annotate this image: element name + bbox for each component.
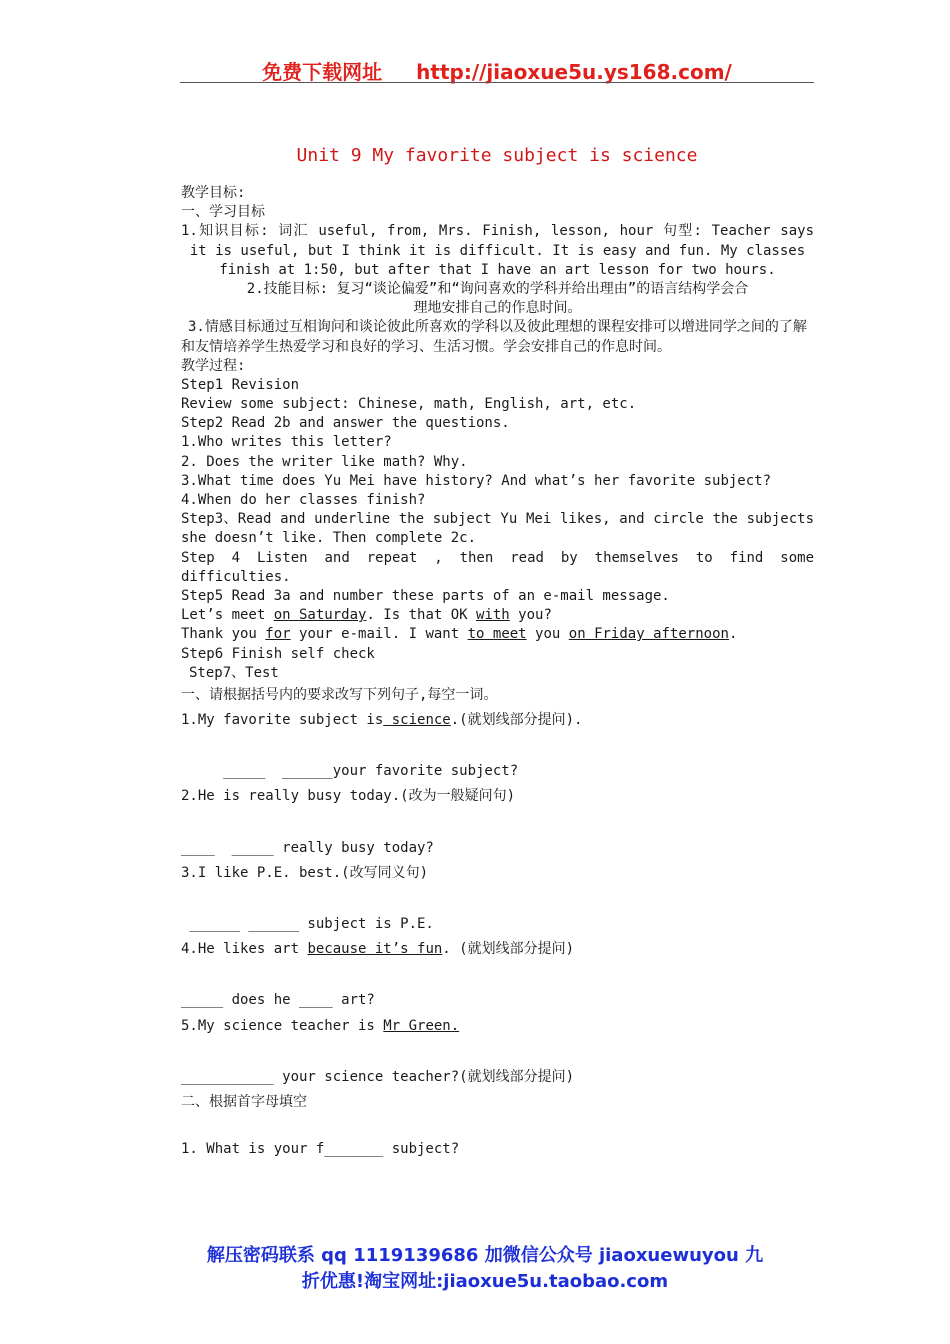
test-section-1-heading: 一、请根据括号内的要求改写下列句子,每空一词。 <box>181 686 498 703</box>
underlined-text: science <box>383 712 451 729</box>
objective-1-line-c: finish at 1:50, but after that I have an art lesson for two hours. <box>219 261 776 278</box>
step-5: Step5 Read 3a and number these parts of an e-mail message. <box>181 587 670 604</box>
text: your e-mail. I want <box>290 626 468 643</box>
footer-line-1: 解压密码联系 qq 1119139686 加微信公众号 jiaoxuewuyou 九 <box>206 1245 764 1266</box>
footer-line-2: 折优惠!淘宝网址:jiaoxue5u.taobao.com <box>301 1271 669 1292</box>
text: Let’s meet <box>181 607 274 624</box>
underlined-text: Mr Green. <box>383 1017 460 1034</box>
text: 4.He likes art <box>181 941 308 958</box>
step-4-line-a: Step 4 Listen and repeat , then read by themselves to find some <box>181 549 814 566</box>
test-item-1 <box>181 711 814 730</box>
process-heading: 教学过程: <box>181 357 246 374</box>
test-answer-1: _____ ______your favorite subject? <box>181 763 519 780</box>
step-2: Step2 Read 2b and answer the questions. <box>181 415 510 432</box>
text: Thank you <box>181 626 266 643</box>
text: . (就划线部分提问) <box>442 941 575 958</box>
text: . <box>728 626 738 643</box>
objective-3: 3.情感目标通过互相询问和谈论彼此所喜欢的学科以及彼此理想的课程安排可以增进同学之间的了解和友情培养学生热爱学习和良好的学习、生活习惯。学会安排自己的作息时间。 <box>181 319 807 355</box>
text: .(就划线部分提问). <box>450 712 583 729</box>
test-answer-2: ____ _____ really busy today? <box>181 839 434 856</box>
step-6: Step6 Finish self check <box>181 645 375 662</box>
test-answer-4: _____ does he ____ art? <box>181 992 375 1009</box>
underlined-text: on Saturday <box>273 607 367 624</box>
page-footer <box>180 1243 790 1295</box>
underlined-text: on Friday afternoon <box>568 626 729 643</box>
objective-1-line-b: it is useful, but I think it is difficult. It is easy and fun. My classes <box>189 242 806 259</box>
header-url[interactable]: http://jiaoxue5u.ys168.com/ <box>416 60 732 84</box>
test-item-4 <box>181 940 814 959</box>
test-answer-3: ______ ______ subject is P.E. <box>181 916 434 933</box>
header-divider <box>180 82 814 83</box>
text: 1.My favorite subject is <box>181 712 384 729</box>
underlined-text: to meet <box>467 626 527 643</box>
header-label: 免费下载网址 <box>262 60 383 84</box>
test-item-2: 2.He is really busy today.(改为一般疑问句) <box>181 788 516 805</box>
underlined-text: for <box>265 626 291 643</box>
test-answer-5: ___________ your science teacher?(就划线部分提问) <box>181 1068 575 1085</box>
email-sentence-2 <box>181 625 814 644</box>
email-sentence-1 <box>181 606 814 625</box>
text: you <box>526 626 569 643</box>
fill-blank-1: 1. What is your f_______ subject? <box>181 1141 460 1158</box>
document-title: Unit 9 My favorite subject is science <box>296 145 698 166</box>
underlined-text: because it’s fun <box>307 941 443 958</box>
objective-2-line-b: 理地安排自己的作息时间。 <box>413 300 582 317</box>
test-section-2-heading: 二、根据首字母填空 <box>181 1093 307 1110</box>
underlined-text: with <box>476 607 510 624</box>
page-header <box>180 56 814 85</box>
step-1-detail: Review some subject: Chinese, math, English, art, etc. <box>181 396 637 413</box>
text: 5.My science teacher is <box>181 1017 384 1034</box>
test-item-5 <box>181 1017 814 1036</box>
step-7: Step7、Test <box>189 664 279 681</box>
step-1: Step1 Revision <box>181 376 300 393</box>
objective-1-line-a: 1.知识目标: 词汇 useful, from, Mrs. Finish, lesson, hour 句型: Teacher says <box>181 223 814 240</box>
text: you? <box>509 607 552 624</box>
document-body <box>181 184 814 1159</box>
question-3: 3.What time does Yu Mei have history? And what’s her favorite subject? <box>181 472 772 489</box>
question-2: 2. Does the writer like math? Why. <box>181 453 468 470</box>
objective-2-line-a: 2.技能目标: 复习“谈论偏爱”和“询问喜欢的学科并给出理由”的语言结构学会合 <box>246 280 749 297</box>
objectives-sub1: 一、学习目标 <box>181 204 265 221</box>
question-1: 1.Who writes this letter? <box>181 434 392 451</box>
test-item-3: 3.I like P.E. best.(改写同义句) <box>181 864 429 881</box>
question-4: 4.When do her classes finish? <box>181 492 426 509</box>
step-4-line-b: difficulties. <box>181 568 291 585</box>
objectives-heading: 教学目标: <box>181 185 246 201</box>
step-3-line-b: she doesn’t like. Then complete 2c. <box>181 530 477 547</box>
text: . Is that OK <box>366 607 477 624</box>
step-3-line-a: Step3、Read and underline the subject Yu Mei likes, and circle the subjects <box>181 511 814 528</box>
